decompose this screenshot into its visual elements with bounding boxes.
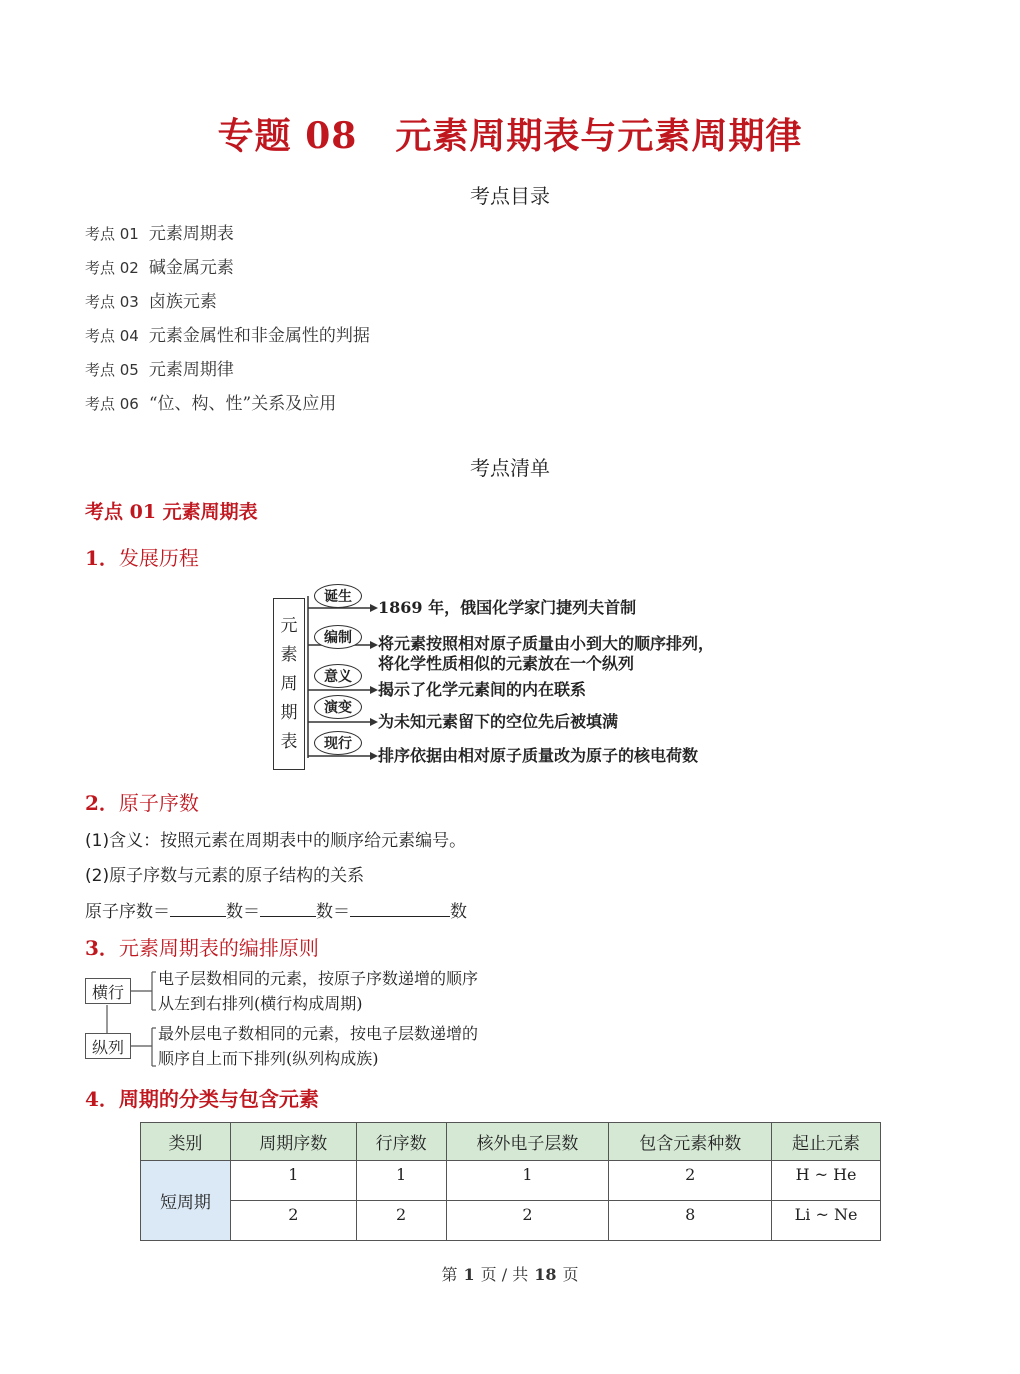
box-char: 周 (280, 673, 298, 694)
table-header: 行序数 (356, 1123, 446, 1161)
column-label-box: 纵列 (85, 1033, 131, 1059)
toc-item-5 (85, 355, 234, 380)
equation-part: 数 (450, 902, 467, 922)
history-text-3: 将化学性质相似的元素放在一个纵列 (378, 654, 635, 673)
page-title (0, 108, 1020, 159)
title-part2: 元素周期表与元素周期律 (395, 115, 803, 157)
table-cell: 2 (230, 1201, 356, 1241)
history-text-6: 排序依据由相对原子质量改为原子的核电荷数 (378, 746, 699, 765)
box-char: 期 (280, 702, 298, 723)
column-description (158, 1021, 478, 1071)
box-char: 表 (280, 731, 298, 752)
toc-label: 碱金属元素 (148, 258, 234, 278)
equation-part: 数＝ (316, 902, 350, 922)
table-header: 核外电子层数 (446, 1123, 609, 1161)
toc-code: 考点 04 (85, 327, 139, 345)
table-cell: 2 (356, 1201, 446, 1241)
table-header: 周期序数 (230, 1123, 356, 1161)
atomic-number-relation: (2)原子序数与元素的原子结构的关系 (85, 866, 365, 886)
toc-code: 考点 06 (85, 395, 139, 413)
section-3-heading (85, 932, 319, 961)
history-text-1: 1869 年，俄国化学家门捷列夫首制 (378, 598, 637, 617)
footer-total-pages: 18 (534, 1265, 557, 1284)
blank-2 (260, 900, 316, 917)
oval-meaning: 意义 (314, 664, 362, 688)
toc-code: 考点 02 (85, 259, 139, 277)
box-char: 素 (280, 644, 298, 665)
table-header: 类别 (141, 1123, 231, 1161)
page-footer (0, 1262, 1020, 1285)
table-cell: 2 (446, 1201, 609, 1241)
footer-page-number: 1 (463, 1265, 475, 1284)
section-title: 原子序数 (118, 791, 199, 815)
table-category-cell: 短周期 (141, 1161, 231, 1241)
table-header-row (141, 1123, 881, 1161)
table-cell: 2 (609, 1161, 772, 1201)
toc-item-2 (85, 253, 234, 278)
toc-label: 元素周期表 (148, 224, 234, 244)
toc-label: 元素周期律 (148, 360, 234, 380)
row-description (158, 966, 478, 1016)
section-2-heading (85, 787, 199, 816)
table-cell: H ~ He (772, 1161, 881, 1201)
toc-code: 考点 05 (85, 361, 139, 379)
blank-3 (350, 900, 450, 917)
footer-pre: 第 (441, 1265, 458, 1284)
table-row (141, 1201, 881, 1241)
atomic-number-equation (85, 897, 467, 922)
toc-item-3 (85, 287, 217, 312)
section-title: 元素周期表的编排原则 (118, 936, 319, 960)
oval-birth: 诞生 (314, 584, 362, 608)
oval-current: 现行 (314, 731, 362, 755)
equation-part: 原子序数＝ (85, 902, 170, 922)
row-text-2: 从左到右排列(横行构成周期) (158, 994, 363, 1013)
section-1-heading (85, 542, 199, 571)
section-title: 周期的分类与包含元素 (118, 1087, 319, 1111)
box-char: 元 (280, 615, 298, 636)
toc-item-4 (85, 321, 370, 346)
oval-compile: 编制 (314, 625, 362, 649)
history-text-5: 为未知元素留下的空位先后被填满 (378, 712, 619, 731)
toc-item-6 (85, 389, 336, 414)
table-row (141, 1161, 881, 1201)
toc-code: 考点 01 (85, 225, 139, 243)
table-cell: Li ~ Ne (772, 1201, 881, 1241)
equation-part: 数＝ (226, 902, 260, 922)
toc-label: 元素金属性和非金属性的判据 (148, 326, 370, 346)
row-label-box: 横行 (85, 978, 131, 1004)
section-number: 1． (85, 546, 119, 570)
period-table (140, 1122, 881, 1241)
section-4-heading (85, 1083, 319, 1112)
history-text-2: 将元素按照相对原子质量由小到大的顺序排列， (378, 634, 715, 653)
table-cell: 1 (230, 1161, 356, 1201)
toc-label: 卤族元素 (148, 292, 217, 312)
col-text-1: 最外层电子数相同的元素，按电子层数递增的 (158, 1024, 479, 1043)
table-cell: 8 (609, 1201, 772, 1241)
table-cell: 1 (356, 1161, 446, 1201)
toc-item-1 (85, 219, 234, 244)
col-text-2: 顺序自上而下排列(纵列构成族) (158, 1049, 379, 1068)
title-part1: 专题 08 (217, 115, 358, 157)
footer-mid: 页 / 共 (480, 1265, 529, 1284)
atomic-number-meaning: (1)含义：按照元素在周期表中的顺序给元素编号。 (85, 831, 467, 851)
list-heading: 考点清单 (470, 456, 550, 480)
table-cell: 1 (446, 1161, 609, 1201)
section-number: 3． (85, 936, 119, 960)
section-number: 2． (85, 791, 119, 815)
point1-heading: 考点 01 元素周期表 (85, 501, 258, 523)
table-header: 起止元素 (772, 1123, 881, 1161)
footer-post: 页 (562, 1265, 579, 1284)
history-text-4: 揭示了化学元素间的内在联系 (378, 680, 587, 699)
section-title: 发展历程 (118, 546, 199, 570)
oval-evolution: 演变 (314, 695, 362, 719)
toc-code: 考点 03 (85, 293, 139, 311)
section-number: 4． (85, 1087, 119, 1111)
toc-label: “位、构、性”关系及应用 (148, 394, 337, 414)
table-header: 包含元素种数 (609, 1123, 772, 1161)
row-text-1: 电子层数相同的元素，按原子序数递增的顺序 (158, 969, 479, 988)
blank-1 (170, 900, 226, 917)
toc-heading: 考点目录 (470, 184, 550, 208)
